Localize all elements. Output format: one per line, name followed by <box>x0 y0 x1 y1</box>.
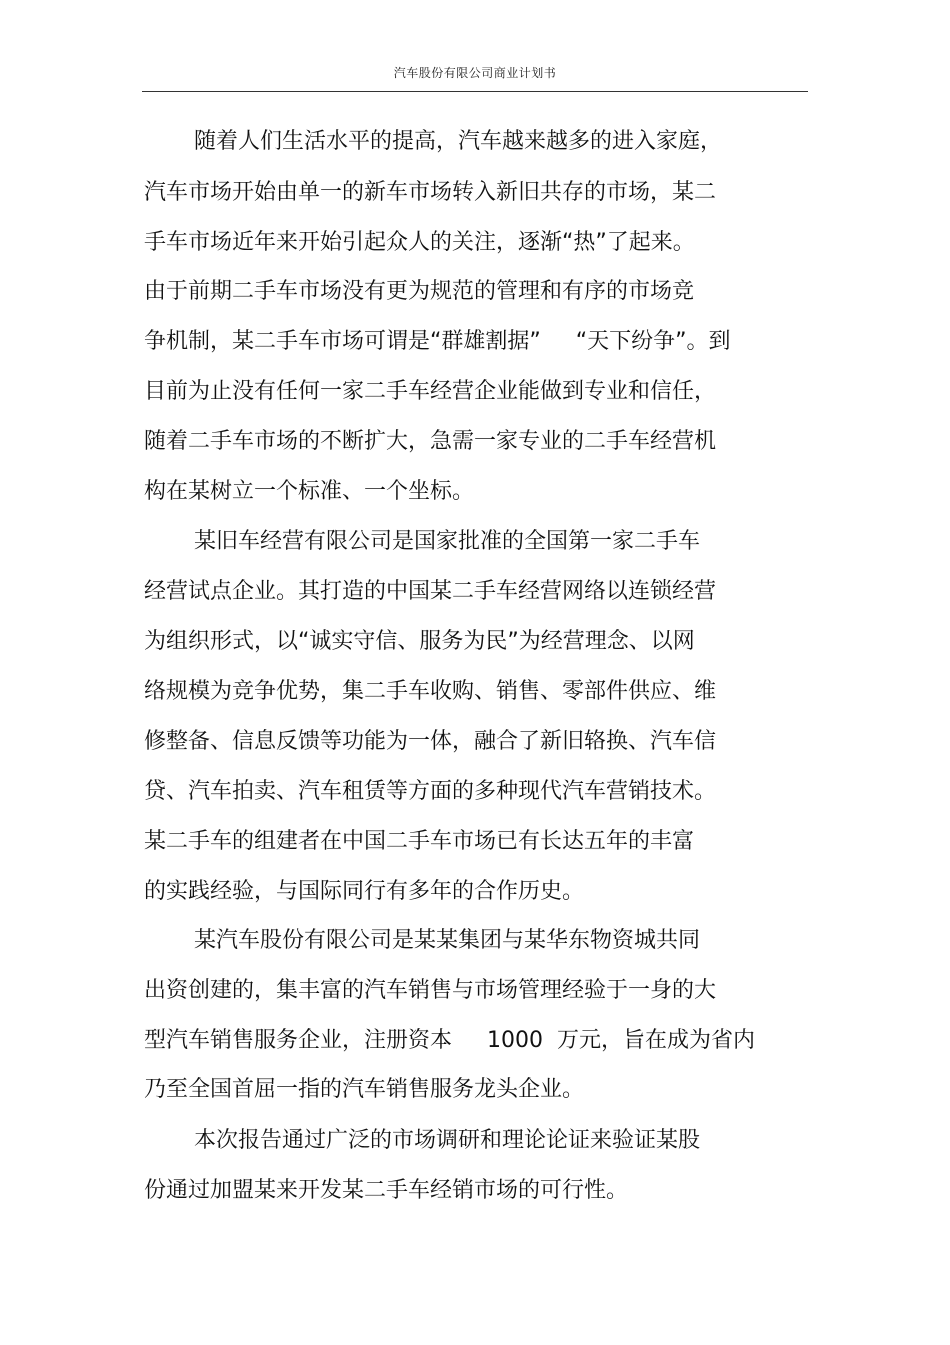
paragraph-1-line-5: 争机制，某二手车市场可谓是“群雄割据” “天下纷争”。到 <box>144 329 731 354</box>
paragraph-1-line-1: 随着人们生活水平的提高，汽车越来越多的进入家庭， <box>194 129 723 154</box>
paragraph-1-line-4: 由于前期二手车市场没有更为规范的管理和有序的市场竞 <box>144 279 695 304</box>
paragraph-1-line-7: 随着二手车市场的不断扩大，急需一家专业的二手车经营机 <box>144 429 717 454</box>
paragraph-2-line-8: 的实践经验，与国际同行有多年的合作历史。 <box>144 879 585 904</box>
paragraph-2-line-3: 为组织形式，以“诚实守信、服务为民”为经营理念、以网 <box>144 629 695 654</box>
paragraph-2-line-7: 某二手车的组建者在中国二手车市场已有长达五年的丰富 <box>144 829 695 854</box>
paragraph-2-line-5: 修整备、信息反馈等功能为一体，融合了新旧辂换、汽车信 <box>144 729 717 754</box>
paragraph-2-line-4: 络规模为竞争优势，集二手车收购、销售、零部件供应、维 <box>144 679 717 704</box>
paragraph-3-line-1: 某汽车股份有限公司是某某集团与某华东物资城共同 <box>194 928 701 953</box>
paragraph-1-line-8: 构在某树立一个标准、一个坐标。 <box>144 479 475 504</box>
paragraph-1-line-2: 汽车市场开始由单一的新车市场转入新旧共存的市场，某二 <box>144 180 717 205</box>
page-header-title: 汽车股份有限公司商业计划书 <box>393 66 557 80</box>
paragraph-2-line-2: 经营试点企业。其打造的中国某二手车经营网络以连锁经营 <box>144 579 717 604</box>
paragraph-3-line-3: 型汽车销售服务企业，注册资本 1000 万元，旨在成为省内 <box>144 1028 755 1053</box>
paragraph-3-line-2: 出资创建的，集丰富的汽车销售与市场管理经验于一身的大 <box>144 978 717 1003</box>
header-divider <box>142 91 808 92</box>
paragraph-3-line-4: 乃至全国首屈一指的汽车销售服务龙头企业。 <box>144 1077 585 1102</box>
paragraph-4-line-2: 份通过加盟某来开发某二手车经销市场的可行性。 <box>144 1178 629 1203</box>
paragraph-1-line-6: 目前为止没有任何一家二手车经营企业能做到专业和信任， <box>144 379 717 404</box>
paragraph-2-line-6: 贷、汽车拍卖、汽车租赁等方面的多种现代汽车营销技术。 <box>144 779 717 804</box>
paragraph-2-line-1: 某旧车经营有限公司是国家批准的全国第一家二手车 <box>194 529 701 554</box>
paragraph-1-line-3: 手车市场近年来开始引起众人的关注，逐渐“热”了起来。 <box>144 230 695 255</box>
paragraph-4-line-1: 本次报告通过广泛的市场调研和理论论证来验证某股 <box>194 1128 701 1153</box>
